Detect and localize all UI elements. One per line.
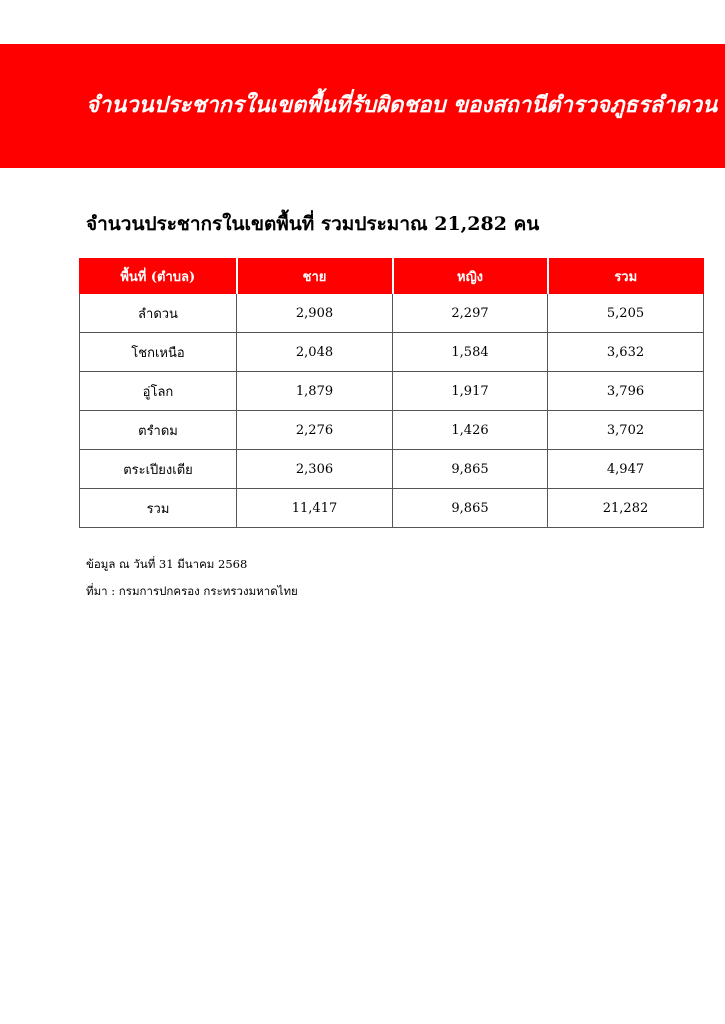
data-date-note: ข้อมูล ณ วันที่ 31 มีนาคม 2568: [86, 557, 248, 571]
cell-female: 1,917: [393, 372, 548, 411]
cell-total: 5,205: [548, 294, 704, 333]
cell-male: 2,276: [237, 411, 393, 450]
cell-total: 21,282: [548, 489, 704, 528]
cell-area: โชกเหนือ: [80, 333, 237, 372]
cell-male: 11,417: [237, 489, 393, 528]
cell-total: 3,632: [548, 333, 704, 372]
table-row: [80, 411, 704, 450]
cell-area: อู่โลก: [80, 372, 237, 411]
header-male: ชาย: [237, 259, 393, 294]
table-row: [80, 450, 704, 489]
cell-male: 2,048: [237, 333, 393, 372]
population-subtitle: จำนวนประชากรในเขตพื้นที่ รวมประมาณ 21,282 คน: [86, 213, 540, 235]
table-row: [80, 372, 704, 411]
cell-area: รวม: [80, 489, 237, 528]
table-header-row: [80, 259, 704, 294]
cell-female: 1,584: [393, 333, 548, 372]
cell-area: ตระเปียงเตีย: [80, 450, 237, 489]
cell-total: 3,796: [548, 372, 704, 411]
cell-male: 2,306: [237, 450, 393, 489]
cell-male: 1,879: [237, 372, 393, 411]
cell-male: 2,908: [237, 294, 393, 333]
header-total: รวม: [548, 259, 704, 294]
cell-female: 9,865: [393, 489, 548, 528]
cell-female: 2,297: [393, 294, 548, 333]
table-row: [80, 333, 704, 372]
cell-total: 4,947: [548, 450, 704, 489]
cell-female: 9,865: [393, 450, 548, 489]
page-title: จำนวนประชากรในเขตพื้นที่รับผิดชอบ ของสถานีตำรวจภูธรลำดวน: [86, 92, 718, 118]
cell-total: 3,702: [548, 411, 704, 450]
cell-area: ตรำดม: [80, 411, 237, 450]
header-area: พื้นที่ (ตำบล): [80, 259, 237, 294]
table-total-row: [80, 489, 704, 528]
cell-female: 1,426: [393, 411, 548, 450]
population-table: [79, 258, 704, 528]
data-source-note: ที่มา : กรมการปกครอง กระทรวงมหาดไทย: [86, 584, 298, 598]
cell-area: ลำดวน: [80, 294, 237, 333]
table-row: [80, 294, 704, 333]
header-female: หญิง: [393, 259, 548, 294]
